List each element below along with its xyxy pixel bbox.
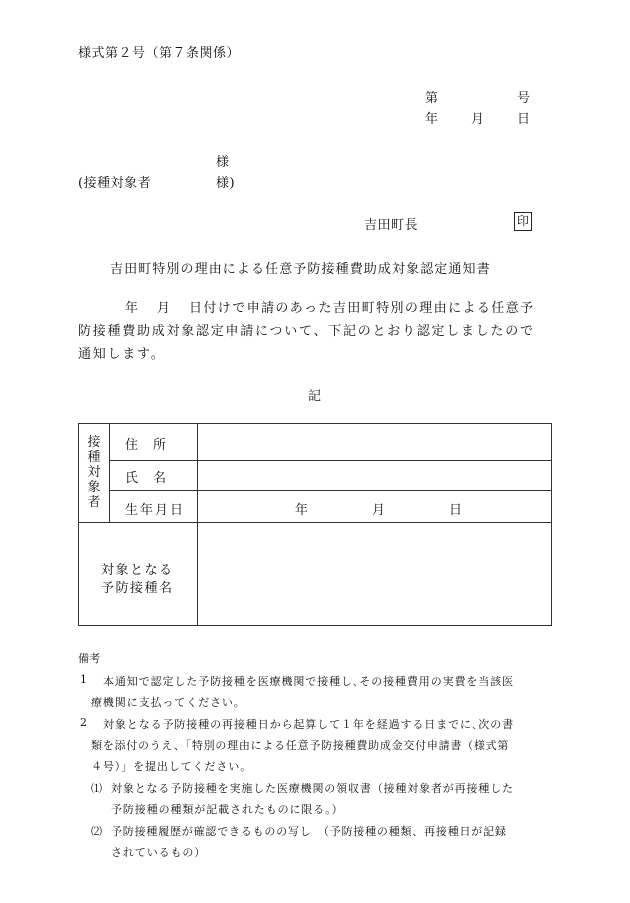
sub1-number: ⑴ (91, 782, 103, 795)
note2-line2: 類を添付のうえ、「特別の理由による任意予防接種費助成金交付申請書（様式第 (91, 739, 510, 752)
note2-line1: 対象となる予防接種の再接種日から起算して１年を経過する日までに､次の書 (103, 718, 514, 731)
sub2-number: ⑵ (91, 825, 103, 838)
number-go: 号 (517, 91, 531, 106)
date-nen: 年 (425, 112, 439, 127)
date-tsuki: 月 (471, 112, 485, 127)
dob-label: 生年月日 (125, 503, 186, 518)
addressee-sama-paren: 様) (216, 176, 236, 191)
document-title: 吉田町特別の理由による任意予防接種費助成対象認定通知書 (110, 262, 491, 277)
body-nen: 年 (125, 301, 139, 316)
sub1-line2: 予防接種の種類が記載されたものに限る。） (111, 803, 344, 816)
group-label-vertical: 接 種 対 象 者 (87, 435, 101, 510)
dob-hi: 日 (449, 503, 464, 518)
vaccine-label-2: 予防接種名 (101, 581, 174, 596)
recipient-table (78, 423, 552, 626)
name-label: 氏 名 (125, 471, 168, 486)
date-hi: 日 (517, 112, 531, 127)
vaccine-label-1: 対象となる (101, 563, 174, 578)
issuer-title: 吉田町長 (364, 218, 419, 233)
note2-number: 2 (80, 716, 88, 729)
sub2-line2: されているもの） (111, 846, 207, 859)
body-line3: 通知します。 (78, 347, 166, 362)
notes-heading: 備考 (78, 652, 101, 665)
form-id: 様式第２号（第７条関係） (78, 46, 241, 61)
dob-tsuki: 月 (372, 503, 387, 518)
ki-label: 記 (308, 389, 322, 404)
address-label: 住 所 (125, 438, 168, 453)
addressee-sama: 様 (216, 155, 230, 170)
addressee-recipient: (接種対象者 (78, 176, 152, 191)
body-line2: 防接種費助成対象認定申請について、下記のとおり認定しましたので (78, 324, 535, 339)
body-tsuki: 月 (157, 301, 171, 316)
sub2-line1: 予防接種履歴が確認できるものの写し （予防接種の種類、再接種日が記録 (111, 825, 507, 838)
sub1-line1: 対象となる予防接種を実施した医療機関の領収書（接種対象者が再接種した (111, 782, 514, 795)
dob-nen: 年 (295, 503, 310, 518)
body-line1: 日付けで申請のあった吉田町特別の理由による任意予 (189, 301, 535, 316)
note1-line1: 本通知で認定した予防接種を医療機関で接種し､その接種費用の実費を当該医 (103, 675, 514, 688)
number-dai: 第 (425, 91, 439, 106)
seal-stamp: 印 (514, 212, 532, 231)
note2-line3: ４号）」を提出してください。 (91, 760, 253, 773)
note1-number: 1 (80, 673, 88, 686)
note1-line2: 療機関に支払ってください。 (91, 696, 246, 709)
